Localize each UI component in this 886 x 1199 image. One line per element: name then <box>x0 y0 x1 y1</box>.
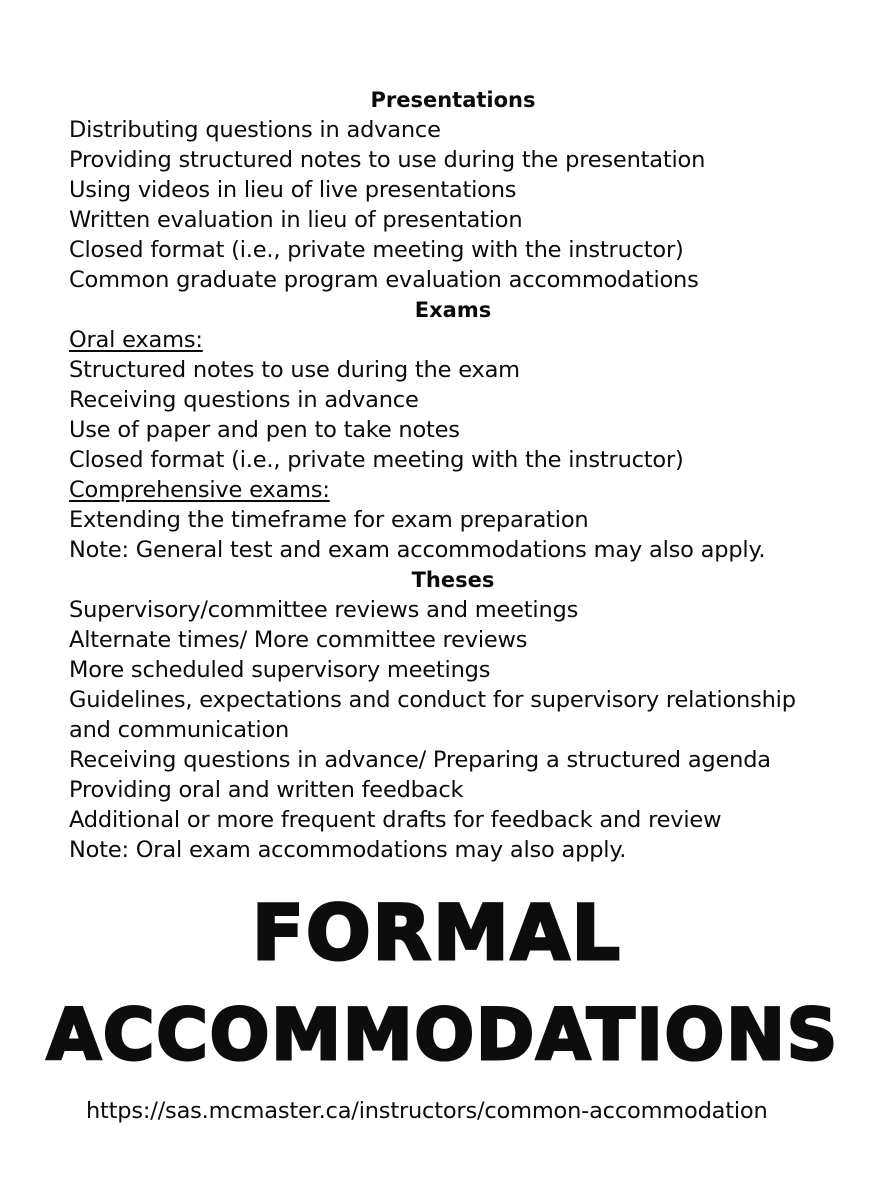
list-item: Closed format (i.e., private meeting with the instructor) <box>69 447 684 473</box>
oral-exams-subheading: Oral exams: <box>69 327 203 353</box>
list-item: More scheduled supervisory meetings <box>69 657 491 683</box>
presentations-heading: Presentations <box>370 88 536 112</box>
comprehensive-exams-subheading: Comprehensive exams: <box>69 477 330 503</box>
list-item: Structured notes to use during the exam <box>69 357 520 383</box>
list-item: Note: General test and exam accommodations may also apply. <box>69 537 766 563</box>
title-line-2 <box>0 990 886 1080</box>
list-item: Closed format (i.e., private meeting with the instructor) <box>69 237 684 263</box>
list-item: Receiving questions in advance/ Preparing a structured agenda <box>69 747 771 773</box>
list-item: Providing structured notes to use during the presentation <box>69 147 706 173</box>
list-item: Alternate times/ More committee reviews <box>69 627 528 653</box>
list-item: Use of paper and pen to take notes <box>69 417 460 443</box>
list-item: Distributing questions in advance <box>69 117 441 143</box>
accommodations-list <box>69 85 829 865</box>
title-line-2-text: ACCOMMODATIONS <box>46 994 840 1076</box>
source-url: https://sas.mcmaster.ca/instructors/common-accommodation <box>86 1098 768 1124</box>
title-line-1 <box>0 888 880 978</box>
list-item: Supervisory/committee reviews and meetings <box>69 597 579 623</box>
list-item: Extending the timeframe for exam preparation <box>69 507 589 533</box>
list-item: Common graduate program evaluation accommodations <box>69 267 699 293</box>
list-item: Receiving questions in advance <box>69 387 419 413</box>
list-item: Written evaluation in lieu of presentation <box>69 207 523 233</box>
title-line-1-text: FORMAL <box>252 888 622 977</box>
theses-heading: Theses <box>411 568 495 592</box>
list-item: Note: Oral exam accommodations may also apply. <box>69 837 627 863</box>
list-item: Using videos in lieu of live presentations <box>69 177 517 203</box>
list-item: Guidelines, expectations and conduct for supervisory relationship and communication <box>69 687 796 743</box>
list-item: Additional or more frequent drafts for feedback and review <box>69 807 722 833</box>
exams-heading: Exams <box>414 298 492 322</box>
list-item: Providing oral and written feedback <box>69 777 464 803</box>
